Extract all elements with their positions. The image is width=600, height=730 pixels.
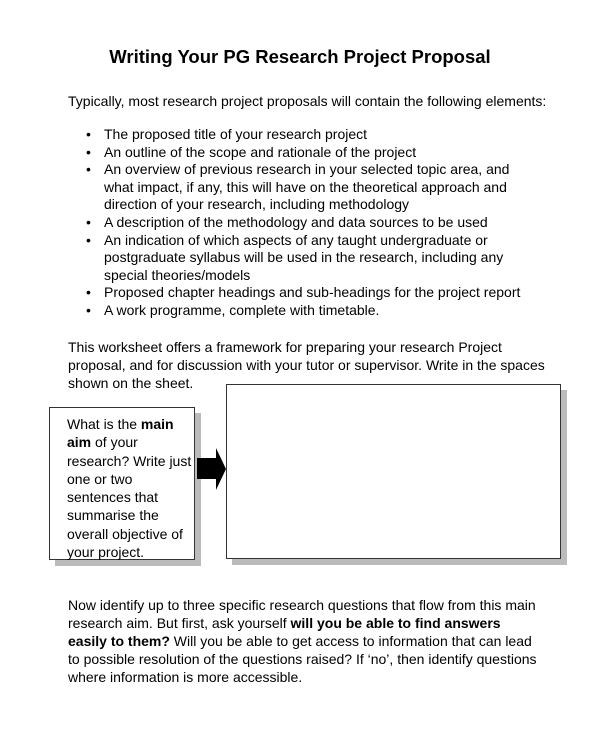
questions-text	[68, 596, 538, 686]
main-aim-answer-box[interactable]	[226, 384, 561, 559]
main-aim-prompt-box	[49, 407, 195, 560]
list-item: • A work programme, complete with timetable.	[68, 302, 538, 320]
elements-list	[68, 126, 538, 320]
arrow-right-icon	[197, 448, 227, 492]
list-item: • An outline of the scope and rationale of the project	[68, 144, 538, 162]
main-aim-prompt	[67, 415, 195, 561]
questions-emphasis: will you be able to find answers easily to them?	[68, 615, 501, 649]
worksheet-text: This worksheet offers a framework for preparing your research Project proposal, and for discussion with your tutor or supervisor. Write in the spaces shown on the sheet.	[68, 339, 545, 391]
questions-text-part: Will you be able to get access to information that can lead to possible resolution of the questions raised? If ‘no’, then identify questions where information is more accessible.	[68, 633, 537, 685]
prompt-emphasis: main aim	[67, 416, 174, 451]
intro-text: Typically, most research project proposals will contain the following elements:	[68, 93, 547, 109]
prompt-text: of your research? Write just one or two sentences that summarise the overall objective of your project.	[67, 434, 192, 561]
list-item: • Proposed chapter headings and sub-headings for the project report	[68, 284, 538, 302]
page-title: Writing Your PG Research Project Proposal	[109, 46, 491, 67]
list-item: • A description of the methodology and data sources to be used	[68, 214, 538, 232]
prompt-text: What is the	[67, 416, 141, 432]
questions-text-part: Now identify up to three specific research questions that flow from this main research aim. But first, ask yourself	[68, 597, 536, 631]
list-item: • The proposed title of your research project	[68, 126, 538, 144]
list-item: • An overview of previous research in your selected topic area, and what impact, if any, this will have on the theoretical approach and direction of your research, including methodology	[68, 161, 538, 214]
list-item: • An indication of which aspects of any taught undergraduate or postgraduate syllabus will be used in the research, including any special theories/models	[68, 232, 538, 285]
